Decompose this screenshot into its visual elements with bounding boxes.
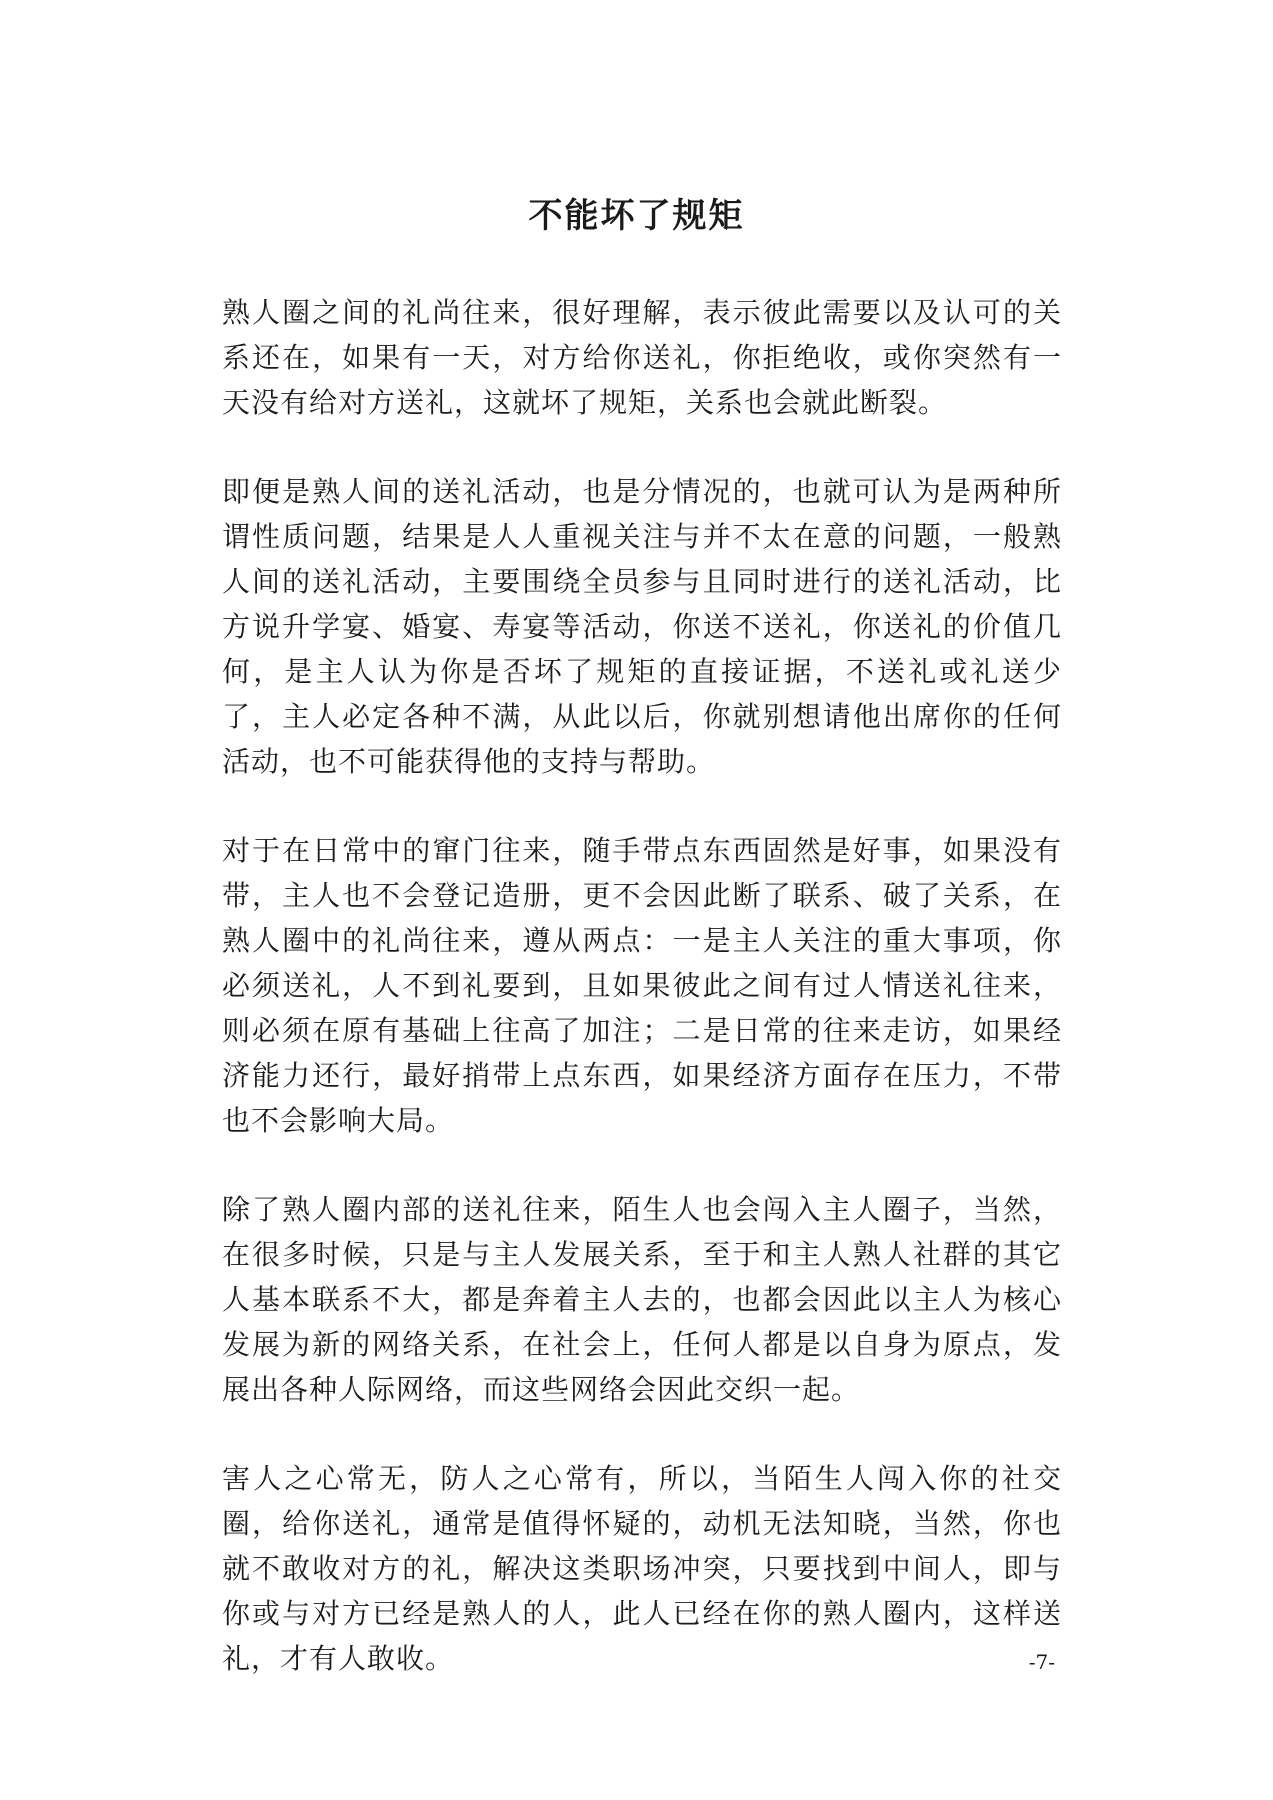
page-title: 不能坏了规矩 <box>528 196 745 236</box>
paragraph-2: 即便是熟人间的送礼活动，也是分情况的，也就可认为是两种所谓性质问题，结果是人人重视关注与并不太在意的问题，一般熟人间的送礼活动，主要围绕全员参与且同时进行的送礼活动，比方说升学宴、婚宴、寿宴等活动，你送不送礼，你送礼的价值几何，是主人认为你是否坏了规矩的直接证据，不送礼或礼送少了，主人必定各种不满，从此以后，你就别想请他出席你的任何活动，也不可能获得他的支持与帮助。 <box>222 475 1062 778</box>
paragraph-3: 对于在日常中的窜门往来，随手带点东西固然是好事，如果没有带，主人也不会登记造册，更不会因此断了联系、破了关系，在熟人圈中的礼尚往来，遵从两点：一是主人关注的重大事项，你必须送礼，人不到礼要到，且如果彼此之间有过人情送礼往来，则必须在原有基础上往高了加注；二是日常的往来走访，如果经济能力还行，最好捎带上点东西，如果经济方面存在压力，不带也不会影响大局。 <box>222 834 1062 1137</box>
page-number: -7- <box>1028 1650 1055 1674</box>
body-text <box>222 290 1062 1725</box>
paragraph-5: 害人之心常无，防人之心常有，所以，当陌生人闯入你的社交圈，给你送礼，通常是值得怀疑的，动机无法知晓，当然，你也就不敢收对方的礼，解决这类职场冲突，只要找到中间人，即与你或与对方已经是熟人的人，此人已经在你的熟人圈内，这样送礼，才有人敢收。 <box>222 1462 1062 1675</box>
paragraph-4: 除了熟人圈内部的送礼往来，陌生人也会闯入主人圈子，当然，在很多时候，只是与主人发展关系，至于和主人熟人社群的其它人基本联系不大，都是奔着主人去的，也都会因此以主人为核心发展为新的网络关系，在社会上，任何人都是以自身为原点，发展出各种人际网络，而这些网络会因此交织一起。 <box>222 1193 1062 1406</box>
paragraph-1: 熟人圈之间的礼尚往来，很好理解，表示彼此需要以及认可的关系还在，如果有一天，对方给你送礼，你拒绝收，或你突然有一天没有给对方送礼，这就坏了规矩，关系也会就此断裂。 <box>222 296 1062 419</box>
